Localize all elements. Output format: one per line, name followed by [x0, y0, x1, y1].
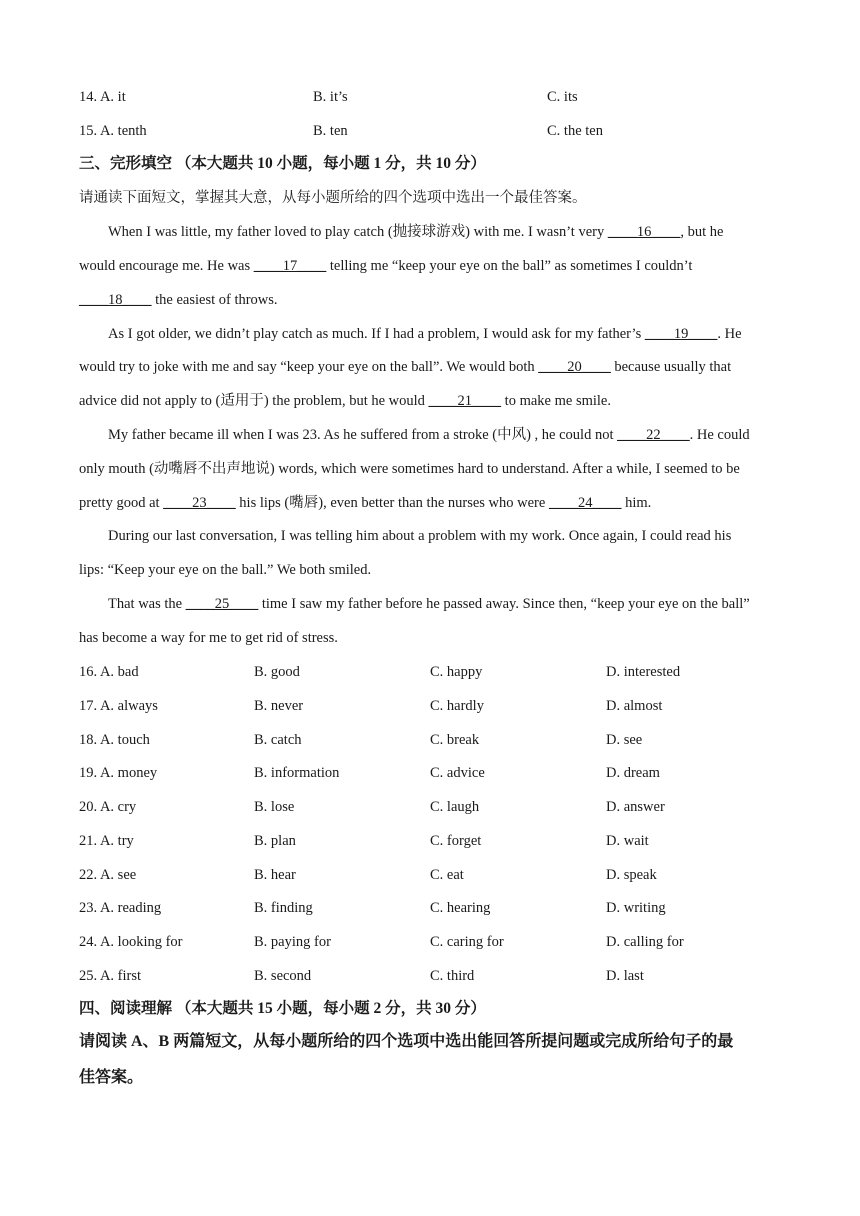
- blank-16: ____16____: [607, 224, 681, 240]
- q18-option-d: D. see: [606, 732, 643, 748]
- text: the easiest of throws.: [151, 292, 278, 308]
- q22-option-a: 22. A. see: [79, 867, 137, 883]
- section4-heading: 四、阅读理解 （本大题共 15 小题，每小题 2 分，共 30 分）: [79, 1000, 486, 1017]
- blank-19: ____19____: [644, 326, 718, 342]
- passage-line-9: [79, 493, 651, 513]
- passage-line-3: [79, 290, 278, 310]
- text: would encourage me. He was: [79, 258, 254, 274]
- q25-option-a: 25. A. first: [79, 968, 142, 984]
- q16-option-c: C. happy: [430, 664, 483, 680]
- section3-heading: 三、完形填空 （本大题共 10 小题，每小题 1 分，共 10 分）: [79, 155, 486, 172]
- text: time I saw my father before he passed away. Since then, “keep your eye on the ball”: [258, 596, 750, 612]
- q17-option-b: B. never: [254, 698, 304, 714]
- text: his lips (嘴唇), even better than the nurses who were: [235, 495, 549, 511]
- q19-option-b: B. information: [254, 765, 340, 781]
- section3-instruction: 请通读下面短文，掌握其大意，从每小题所给的四个选项中选出一个最佳答案。: [79, 190, 587, 206]
- text: That was the: [108, 596, 186, 612]
- passage-line-8: only mouth (动嘴唇不出声地说) words, which were sometimes hard to understand. After a while, I seemed to be: [79, 461, 740, 477]
- q21-option-d: D. wait: [606, 833, 649, 849]
- q24-option-a: 24. A. looking for: [79, 934, 183, 950]
- q24-option-c: C. caring for: [430, 934, 504, 950]
- section4-instruction-line-2: 佳答案。: [79, 1069, 144, 1086]
- text: because usually that: [610, 359, 732, 375]
- q18-option-a: 18. A. touch: [79, 732, 150, 748]
- q23-option-a: 23. A. reading: [79, 900, 162, 916]
- q16-option-d: D. interested: [606, 664, 681, 680]
- blank-17: ____17____: [253, 258, 327, 274]
- blank-21: ____21____: [428, 393, 502, 409]
- blank-23: ____23____: [163, 495, 236, 511]
- q14-option-c: C. its: [547, 89, 578, 105]
- passage-line-1: [108, 222, 723, 242]
- q25-option-b: B. second: [254, 968, 312, 984]
- q24-option-b: B. paying for: [254, 934, 331, 950]
- q15-option-c: C. the ten: [547, 123, 603, 139]
- q21-option-b: B. plan: [254, 833, 296, 849]
- q18-option-b: B. catch: [254, 732, 302, 748]
- q18-option-c: C. break: [430, 732, 480, 748]
- passage-line-13: has become a way for me to get rid of stress.: [79, 630, 338, 646]
- q21-option-a: 21. A. try: [79, 833, 134, 849]
- text: When I was little, my father loved to play catch (抛接球游戏) with me. I wasn’t very: [108, 224, 608, 240]
- text: As I got older, we didn’t play catch as much. If I had a problem, I would ask for my father’s: [108, 326, 645, 342]
- passage-line-6: [79, 391, 611, 411]
- passage-line-2: [79, 256, 692, 276]
- q25-option-c: C. third: [430, 968, 475, 984]
- passage-line-11: lips: “Keep your eye on the ball.” We both smiled.: [79, 562, 372, 578]
- q19-option-d: D. dream: [606, 765, 660, 781]
- q17-option-d: D. almost: [606, 698, 663, 714]
- q24-option-d: D. calling for: [606, 934, 684, 950]
- q17-option-a: 17. A. always: [79, 698, 158, 714]
- section4-instruction-line-1: 请阅读 A、B 两篇短文，从每小题所给的四个选项中选出能回答所提问题或完成所给句子的最: [79, 1033, 734, 1050]
- q14-option-a: 14. A. it: [79, 89, 126, 105]
- q22-option-c: C. eat: [430, 867, 464, 883]
- q20-option-a: 20. A. cry: [79, 799, 137, 815]
- q23-option-d: D. writing: [606, 900, 666, 916]
- q19-option-c: C. advice: [430, 765, 485, 781]
- q22-option-b: B. hear: [254, 867, 296, 883]
- passage-line-12: [108, 594, 750, 614]
- blank-25: ____25____: [185, 596, 259, 612]
- blank-22: ____22____: [617, 427, 690, 443]
- q16-option-b: B. good: [254, 664, 300, 680]
- q21-option-c: C. forget: [430, 833, 482, 849]
- blank-24: ____24____: [548, 495, 622, 511]
- q22-option-d: D. speak: [606, 867, 657, 883]
- q23-option-c: C. hearing: [430, 900, 491, 916]
- q23-option-b: B. finding: [254, 900, 313, 916]
- q20-option-c: C. laugh: [430, 799, 480, 815]
- q19-option-a: 19. A. money: [79, 765, 158, 781]
- text: . He: [717, 326, 742, 342]
- text: him.: [621, 495, 652, 511]
- q25-option-d: D. last: [606, 968, 644, 984]
- text: telling me “keep your eye on the ball” as sometimes I couldn’t: [326, 258, 693, 274]
- blank-20: ____20____: [538, 359, 611, 375]
- text: , but he: [680, 224, 724, 240]
- q20-option-d: D. answer: [606, 799, 665, 815]
- text: to make me smile.: [501, 393, 611, 409]
- q15-option-b: B. ten: [313, 123, 348, 139]
- text: advice did not apply to (适用于) the problem, but he would: [79, 393, 429, 409]
- passage-line-7: [108, 425, 750, 445]
- q17-option-c: C. hardly: [430, 698, 484, 714]
- q16-option-a: 16. A. bad: [79, 664, 139, 680]
- q20-option-b: B. lose: [254, 799, 295, 815]
- q14-option-b: B. it’s: [313, 89, 348, 105]
- text: . He could: [689, 427, 750, 443]
- blank-18: ____18____: [79, 292, 152, 308]
- text: My father became ill when I was 23. As he suffered from a stroke (中风) , he could not: [108, 427, 618, 443]
- passage-line-4: [108, 324, 742, 344]
- text: pretty good at: [79, 495, 164, 511]
- q15-option-a: 15. A. tenth: [79, 123, 147, 139]
- text: would try to joke with me and say “keep your eye on the ball”. We would both: [79, 359, 539, 375]
- passage-line-10: During our last conversation, I was telling him about a problem with my work. Once again, I could read his: [108, 528, 732, 544]
- passage-line-5: [79, 357, 731, 377]
